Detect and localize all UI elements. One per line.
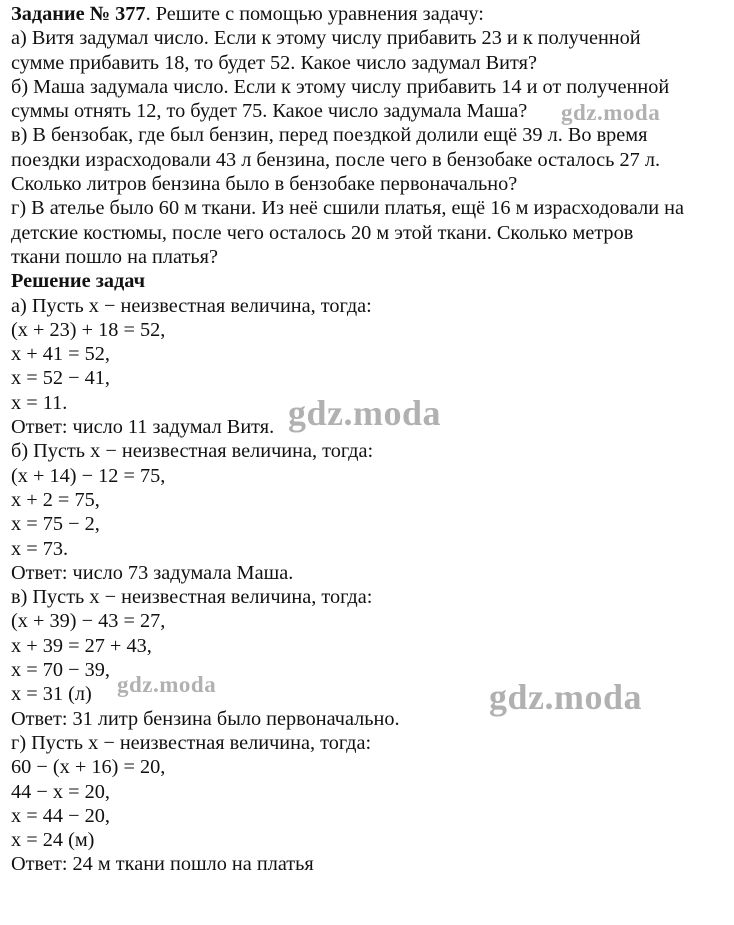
solution-line: x = 24 (м) [11, 829, 95, 852]
solution-line: 60 − (x + 16) = 20, [11, 756, 166, 779]
answer-line: Ответ: число 11 задумал Витя. [11, 416, 275, 439]
solution-line: в) Пусть x − неизвестная величина, тогда: [11, 586, 373, 609]
condition-g-line-1: г) В ателье было 60 м ткани. Из неё сшили платья, ещё 16 м израсходовали на [11, 197, 684, 220]
condition-a-line-2: сумме прибавить 18, то будет 52. Какое число задумал Витя? [11, 51, 537, 74]
watermark: gdz.moda [561, 100, 661, 125]
solution-line: x = 31 (л) [11, 683, 92, 706]
solution-line: г) Пусть x − неизвестная величина, тогда: [11, 731, 372, 754]
condition-g-line-3: ткани пошло на платья? [11, 245, 218, 268]
watermark: gdz.moda [489, 677, 643, 717]
solution-line: x = 52 − 41, [11, 367, 110, 390]
condition-g-line-2: детские костюмы, после чего осталось 20 м этой ткани. Сколько метров [11, 221, 634, 244]
watermark: gdz.moda [288, 393, 442, 433]
document-page [11, 2, 729, 877]
solution-heading: Решение задач [11, 270, 146, 293]
solution-line: (x + 39) − 43 = 27, [11, 610, 166, 633]
watermark: gdz.moda [117, 672, 217, 697]
answer-line: Ответ: 31 литр бензина было первоначально. [11, 707, 400, 730]
condition-v-line-3: Сколько литров бензина было в бензобаке первоначально? [11, 173, 518, 196]
solution-line: 44 − x = 20, [11, 780, 110, 803]
solution-line: (x + 23) + 18 = 52, [11, 318, 166, 341]
condition-b-line-2: суммы отнять 12, то будет 75. Какое число задумала Маша? [11, 100, 528, 123]
solution-line: а) Пусть x − неизвестная величина, тогда: [11, 294, 372, 317]
condition-b-line-1: б) Маша задумала число. Если к этому числу прибавить 14 и от полученной [11, 75, 670, 98]
answer-line: Ответ: число 73 задумала Маша. [11, 561, 294, 584]
task-intro: . Решите с помощью уравнения задачу: [145, 3, 484, 25]
answer-line: Ответ: 24 м ткани пошло на платья [11, 853, 314, 876]
solution-line: б) Пусть x − неизвестная величина, тогда: [11, 440, 374, 463]
solution-line: x = 70 − 39, [11, 659, 110, 682]
solution-line: (x + 14) − 12 = 75, [11, 464, 166, 487]
solution-line: x = 11. [11, 391, 68, 414]
solution-line: x = 44 − 20, [11, 804, 110, 827]
solution-line: x + 39 = 27 + 43, [11, 634, 152, 657]
condition-v-line-2: поездки израсходовали 43 л бензина, после чего в бензобаке осталось 27 л. [11, 148, 661, 171]
solution-line: x + 2 = 75, [11, 488, 100, 511]
task-title-line [11, 2, 729, 26]
condition-a-line-1: а) Витя задумал число. Если к этому числу прибавить 23 и к полученной [11, 27, 641, 50]
condition-v-line-1: в) В бензобак, где был бензин, перед поездкой долили ещё 39 л. Во время [11, 124, 648, 147]
solution-line: x = 73. [11, 537, 69, 560]
task-number: Задание № 377 [11, 3, 146, 25]
solution-line: x = 75 − 2, [11, 513, 100, 536]
solution-line: x + 41 = 52, [11, 343, 110, 366]
